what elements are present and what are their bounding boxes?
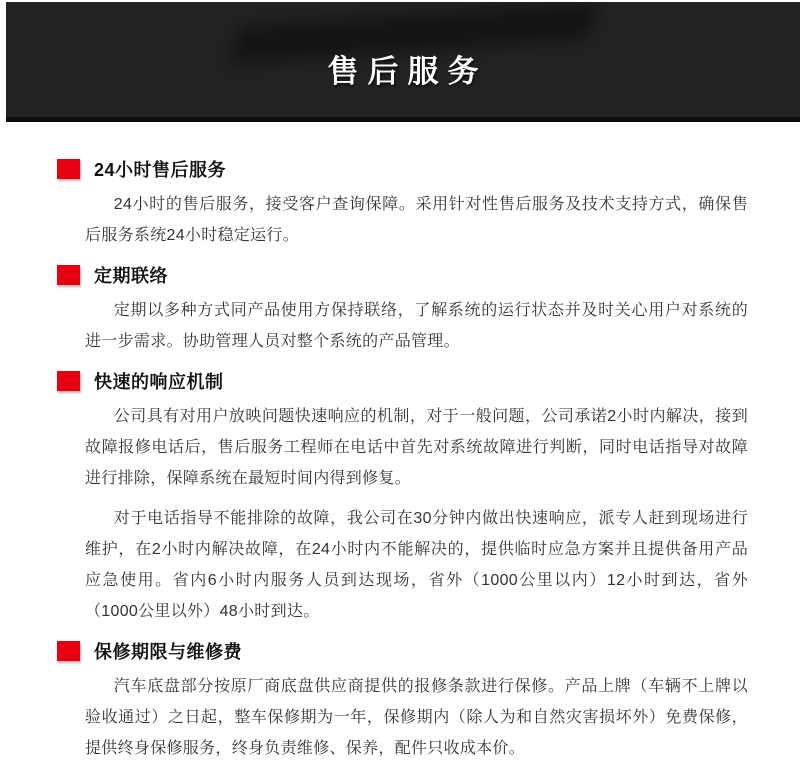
section-warranty [57, 638, 748, 764]
section-paragraph: 汽车底盘部分按原厂商底盘供应商提供的报修条款进行保修。产品上牌（车辆不上牌以验收通过）之日起，整车保修期为一年，保修期内（除人为和自然灾害损坏外）免费保修，提供终身保修服务，终身负责维修、保养，配件只收成本价。 [85, 678, 748, 757]
section-heading: 定期联络 [94, 266, 168, 286]
section-paragraph: 公司具有对用户放映问题快速响应的机制，对于一般问题，公司承诺2小时内解决，接到故障报修电话后，售后服务工程师在电话中首先对系统故障进行判断，同时电话指导对故障进行排除，保障系统在最短时间内得到修复。 [85, 408, 748, 487]
section-heading: 24小时售后服务 [94, 160, 227, 180]
section-paragraph: 对于电话指导不能排除的故障，我公司在30分钟内做出快速响应，派专人赶到现场进行维护，在2小时内解决故障，在24小时内不能解决的，提供临时应急方案并且提供备用产品应急使用。省内6小时内服务人员到达现场，省外（1000公里以内）12小时到达，省外（1000公里以外）48小时到达。 [85, 510, 748, 620]
section-heading-row [57, 156, 748, 182]
red-square-bullet-icon [57, 265, 80, 285]
red-square-bullet-icon [57, 159, 80, 179]
red-square-bullet-icon [57, 371, 80, 391]
section-heading: 快速的响应机制 [94, 372, 224, 392]
section-regular-contact [57, 262, 748, 357]
section-24h-service [57, 156, 748, 251]
page-header-banner [6, 2, 800, 122]
section-quick-response [57, 368, 748, 627]
section-heading-row [57, 368, 748, 394]
section-paragraph: 定期以多种方式同产品使用方保持联络，了解系统的运行状态并及时关心用户对系统的进一步需求。协助管理人员对整个系统的产品管理。 [85, 302, 748, 350]
section-heading-row [57, 638, 748, 664]
after-sales-content [0, 122, 800, 764]
section-heading-row [57, 262, 748, 288]
page-title: 售后服务 [327, 54, 488, 89]
red-square-bullet-icon [57, 641, 80, 661]
section-paragraph: 24小时的售后服务，接受客户查询保障。采用针对性售后服务及技术支持方式，确保售后服务系统24小时稳定运行。 [85, 196, 748, 244]
section-heading: 保修期限与维修费 [94, 642, 242, 662]
